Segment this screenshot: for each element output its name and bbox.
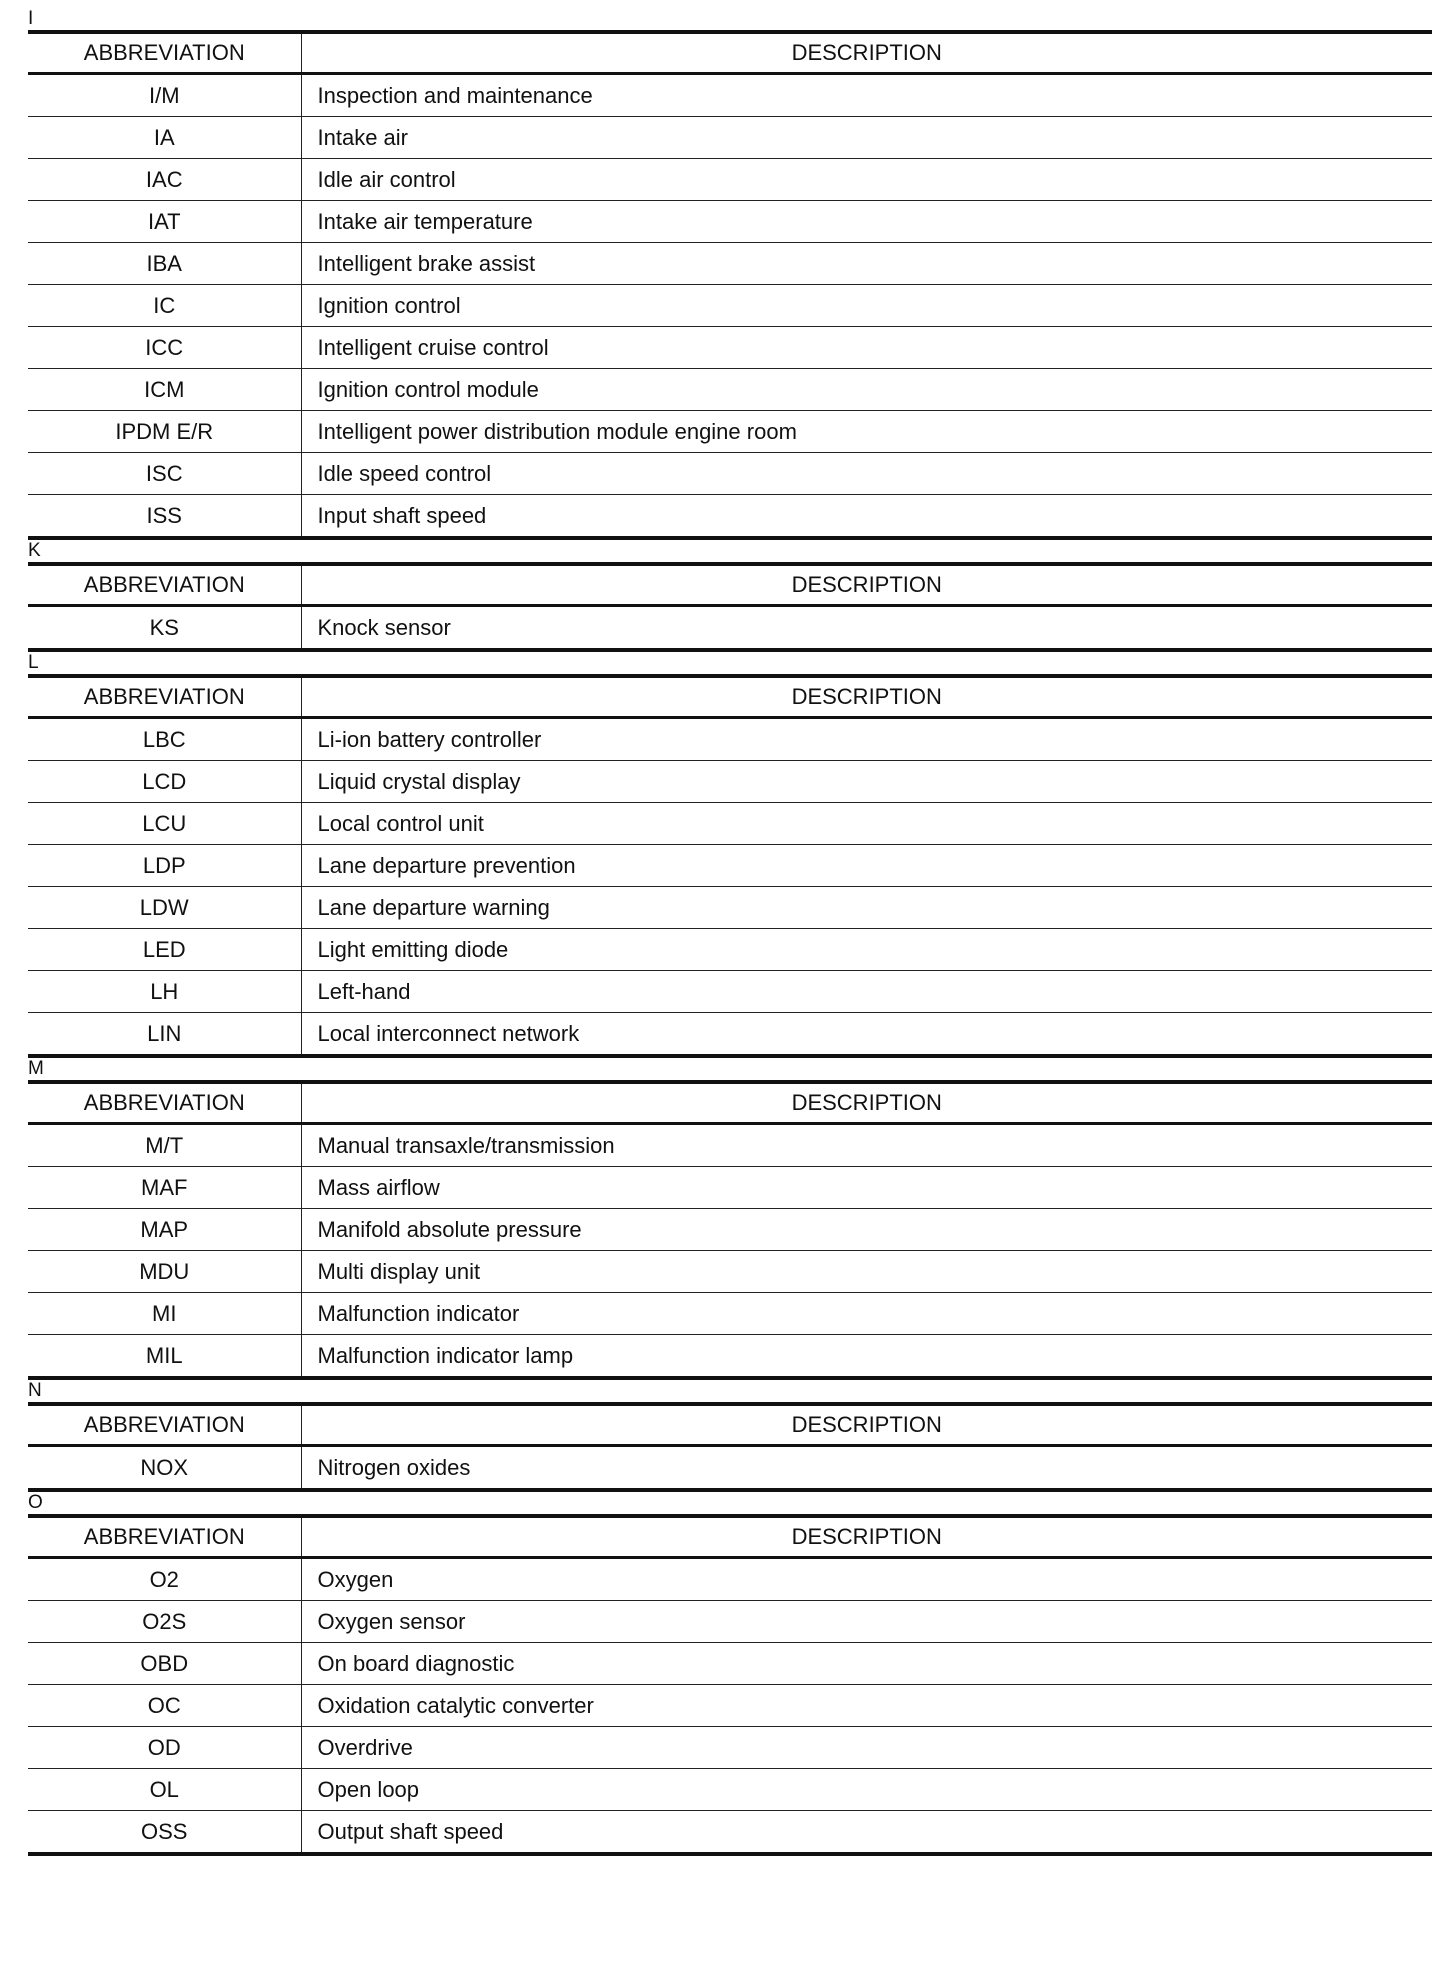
description-cell: Left-hand — [301, 971, 1432, 1013]
abbreviation-table — [28, 30, 1432, 540]
abbreviation-cell: MDU — [28, 1251, 301, 1293]
description-cell: Inspection and maintenance — [317, 82, 593, 108]
abbreviation-cell: ISC — [28, 453, 301, 495]
description-cell: Manifold absolute pressure — [301, 1209, 1432, 1251]
table-row — [28, 1558, 1432, 1601]
abbreviation-table — [28, 562, 1432, 652]
description-cell: Malfunction indicator — [301, 1293, 1432, 1335]
column-header-description: DESCRIPTION — [301, 1516, 1432, 1558]
description-cell: Nitrogen oxides — [317, 1454, 471, 1480]
table-row — [28, 74, 1432, 117]
table-row — [28, 971, 1432, 1013]
description-cell: Intelligent power distribution module engine room — [301, 411, 1432, 453]
abbreviation-cell: OSS — [28, 1811, 301, 1855]
abbreviation-cell: IAC — [28, 159, 301, 201]
description-cell: Local control unit — [301, 803, 1432, 845]
description-cell: Oxidation catalytic converter — [301, 1685, 1432, 1727]
abbreviation-cell: LCU — [28, 803, 301, 845]
description-cell: Overdrive — [301, 1727, 1432, 1769]
section-o — [28, 1492, 1432, 1856]
table-row — [28, 803, 1432, 845]
abbreviation-cell: KS — [28, 606, 301, 651]
table-row — [28, 411, 1432, 453]
abbreviation-cell: IBA — [28, 243, 301, 285]
abbreviation-table — [28, 674, 1432, 1058]
description-cell: Manual transaxle/transmission — [317, 1132, 615, 1158]
abbreviation-cell: LCD — [28, 761, 301, 803]
description-cell: Lane departure prevention — [301, 845, 1432, 887]
table-row — [28, 1251, 1432, 1293]
table-row — [28, 1811, 1432, 1855]
description-cell: Idle air control — [301, 159, 1432, 201]
description-cell: Mass airflow — [301, 1167, 1432, 1209]
abbreviation-cell: M/T — [28, 1124, 301, 1167]
abbreviation-cell: LBC — [28, 718, 301, 761]
table-row — [28, 1167, 1432, 1209]
section-letter: I — [28, 8, 34, 29]
description-cell: Multi display unit — [301, 1251, 1432, 1293]
description-cell: On board diagnostic — [301, 1643, 1432, 1685]
description-cell: Intelligent cruise control — [301, 327, 1432, 369]
section-letter: L — [28, 652, 39, 673]
description-cell: Liquid crystal display — [301, 761, 1432, 803]
table-row — [28, 1601, 1432, 1643]
table-row — [28, 117, 1432, 159]
table-row — [28, 495, 1432, 539]
description-cell: Knock sensor — [317, 614, 451, 640]
table-row — [28, 285, 1432, 327]
description-cell: Open loop — [301, 1769, 1432, 1811]
section-letter: N — [28, 1380, 42, 1401]
column-header-abbreviation: ABBREVIATION — [28, 32, 301, 74]
abbreviation-cell: LDW — [28, 887, 301, 929]
abbreviation-cell: IPDM E/R — [28, 411, 301, 453]
abbreviation-cell: NOX — [28, 1446, 301, 1491]
table-header-row — [28, 1516, 1432, 1558]
column-header-abbreviation: ABBREVIATION — [28, 1404, 301, 1446]
column-header-abbreviation: ABBREVIATION — [28, 676, 301, 718]
abbreviation-cell: ISS — [28, 495, 301, 539]
description-cell: Malfunction indicator lamp — [301, 1335, 1432, 1379]
description-cell: Intake air — [301, 117, 1432, 159]
table-row — [28, 1769, 1432, 1811]
column-header-description: DESCRIPTION — [301, 564, 1432, 606]
section-letter: O — [28, 1492, 43, 1513]
table-row — [28, 1013, 1432, 1057]
abbreviation-cell: ICM — [28, 369, 301, 411]
abbreviation-cell: LH — [28, 971, 301, 1013]
table-row — [28, 887, 1432, 929]
abbreviation-table — [28, 1514, 1432, 1856]
table-row — [28, 1446, 1432, 1491]
table-header-row — [28, 676, 1432, 718]
table-row — [28, 243, 1432, 285]
table-header-row — [28, 564, 1432, 606]
description-cell: Oxygen — [317, 1566, 394, 1592]
description-cell: Idle speed control — [301, 453, 1432, 495]
description-cell: Intelligent brake assist — [301, 243, 1432, 285]
abbreviation-table — [28, 1080, 1432, 1380]
description-cell: Ignition control module — [301, 369, 1432, 411]
abbreviation-cell: OC — [28, 1685, 301, 1727]
abbreviation-cell: IAT — [28, 201, 301, 243]
column-header-description: DESCRIPTION — [301, 32, 1432, 74]
abbreviation-cell: LDP — [28, 845, 301, 887]
abbreviation-cell: IA — [28, 117, 301, 159]
description-cell: Light emitting diode — [301, 929, 1432, 971]
description-cell: Lane departure warning — [301, 887, 1432, 929]
table-row — [28, 1643, 1432, 1685]
table-row — [28, 1209, 1432, 1251]
table-row — [28, 761, 1432, 803]
section-i — [28, 8, 1432, 540]
description-cell: Ignition control — [301, 285, 1432, 327]
abbreviation-cell: IC — [28, 285, 301, 327]
section-letter: K — [28, 540, 41, 561]
column-header-abbreviation: ABBREVIATION — [28, 1082, 301, 1124]
abbreviation-cell: O2S — [28, 1601, 301, 1643]
abbreviation-cell: ICC — [28, 327, 301, 369]
table-row — [28, 327, 1432, 369]
description-cell: Intake air temperature — [301, 201, 1432, 243]
column-header-description: DESCRIPTION — [301, 1404, 1432, 1446]
table-row — [28, 1124, 1432, 1167]
abbreviation-cell: OL — [28, 1769, 301, 1811]
section-k — [28, 540, 1432, 652]
table-row — [28, 1293, 1432, 1335]
table-row — [28, 453, 1432, 495]
abbreviation-cell: LED — [28, 929, 301, 971]
column-header-description: DESCRIPTION — [301, 1082, 1432, 1124]
table-row — [28, 159, 1432, 201]
section-l — [28, 652, 1432, 1058]
abbreviation-cell: LIN — [28, 1013, 301, 1057]
table-header-row — [28, 1404, 1432, 1446]
column-header-abbreviation: ABBREVIATION — [28, 564, 301, 606]
table-row — [28, 718, 1432, 761]
description-cell: Input shaft speed — [301, 495, 1432, 539]
section-n — [28, 1380, 1432, 1492]
column-header-abbreviation: ABBREVIATION — [28, 1516, 301, 1558]
table-header-row — [28, 1082, 1432, 1124]
table-row — [28, 606, 1432, 651]
abbreviation-document — [28, 8, 1432, 1856]
table-row — [28, 929, 1432, 971]
abbreviation-cell: I/M — [28, 74, 301, 117]
table-row — [28, 369, 1432, 411]
abbreviation-cell: OD — [28, 1727, 301, 1769]
section-letter: M — [28, 1058, 44, 1079]
table-row — [28, 201, 1432, 243]
description-cell: Li-ion battery controller — [317, 726, 542, 752]
column-header-description: DESCRIPTION — [301, 676, 1432, 718]
abbreviation-cell: MAP — [28, 1209, 301, 1251]
abbreviation-table — [28, 1402, 1432, 1492]
description-cell: Local interconnect network — [301, 1013, 1432, 1057]
table-row — [28, 1335, 1432, 1379]
abbreviation-cell: MIL — [28, 1335, 301, 1379]
abbreviation-cell: OBD — [28, 1643, 301, 1685]
table-header-row — [28, 32, 1432, 74]
table-row — [28, 1685, 1432, 1727]
table-row — [28, 1727, 1432, 1769]
abbreviation-cell: O2 — [28, 1558, 301, 1601]
abbreviation-cell: MI — [28, 1293, 301, 1335]
section-m — [28, 1058, 1432, 1380]
abbreviation-cell: MAF — [28, 1167, 301, 1209]
table-row — [28, 845, 1432, 887]
description-cell: Output shaft speed — [301, 1811, 1432, 1855]
description-cell: Oxygen sensor — [301, 1601, 1432, 1643]
